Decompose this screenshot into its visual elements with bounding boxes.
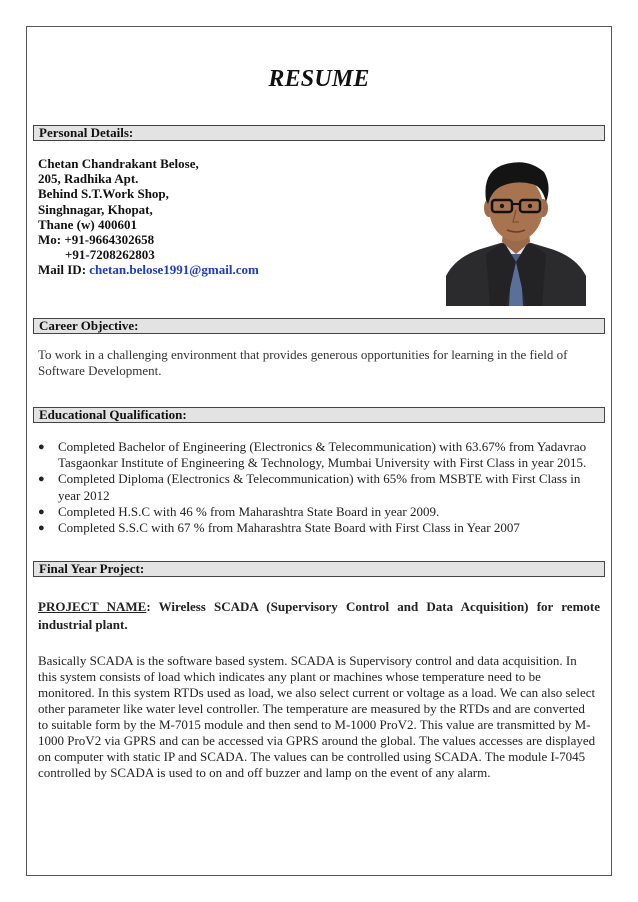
mobile-line [38, 232, 368, 247]
education-item-text: Completed S.S.C with 67 % from Maharashtra State Board with First Class in Year 2007 [58, 520, 520, 536]
bullet-icon: ● [38, 522, 45, 535]
personal-details [38, 156, 368, 278]
bullet-icon: ● [38, 473, 45, 486]
list-item [38, 520, 598, 536]
mail-label: Mail ID: [38, 262, 90, 278]
candidate-name: Chetan Chandrakant Belose, [38, 156, 199, 171]
section-header-education: Educational Qualification: [33, 407, 605, 423]
bullet-icon: ● [38, 441, 45, 453]
project-name-value: : Wireless SCADA (Supervisory Control and Data Acquisition) for remote industrial plant. [38, 599, 600, 632]
education-item-text: Completed Bachelor of Engineering (Electronics & Telecommunication) with 63.67% from Yadavrao Tasgaonkar Institute of Engineering & Technology, Mumbai University with First Class in year 2015. [58, 439, 587, 471]
project-name [38, 598, 600, 633]
project-name-label: PROJECT NAME [38, 599, 147, 614]
bullet-icon: ● [38, 505, 45, 518]
resume-title: RESUME [268, 66, 370, 92]
section-header-personal: Personal Details: [33, 125, 605, 141]
section-header-career: Career Objective: [33, 318, 605, 334]
mobile-number-2: +91-7208262803 [65, 247, 155, 263]
email-link[interactable]: chetan.belose1991@gmail.com [89, 262, 259, 278]
address-line: Behind S.T.Work Shop, [38, 186, 169, 202]
address-line: Singhnagar, Khopat, [38, 201, 153, 217]
list-item [38, 504, 598, 520]
profile-photo [446, 158, 586, 306]
address-line: 205, Radhika Apt. [38, 171, 139, 187]
project-description: Basically SCADA is the software based system. SCADA is Supervisory control and data acquisition. In this system consists of load which indicates any plant or machines whose temperature need to be monitored. In this system RTDs used as load, we also select current or voltage as a load. We can also select other parameter like water level controller. The temperature are measured by the RTDs and are converted to suitable form by the M-7015 module and then send to M-1000 ProV2. This value are transmitted by M-1000 ProV2 via GPRS and can be accessed via GPRS around the global. The values accesses are displayed on computer with static IP and SCADA. The values can be controlled using SCADA. The module I-7045 controlled by SCADA is used to on and off buzzer and lamp on the event of any alarm. [38, 653, 596, 780]
education-item-text: Completed H.S.C with 46 % from Maharashtra State Board in year 2009. [58, 503, 440, 519]
section-header-project: Final Year Project: [33, 561, 605, 577]
list-item [38, 471, 598, 503]
list-item [38, 439, 598, 471]
career-objective-text: To work in a challenging environment that provides generous opportunities for learning in the field of Software Development. [38, 347, 568, 378]
mobile-number-1: +91-9664302658 [64, 232, 155, 248]
education-item-text: Completed Diploma (Electronics & Telecommunication) with 65% from MSBTE with First Class in year 2012 [58, 471, 581, 503]
email-line [38, 262, 368, 277]
address-line: Thane (w) 400601 [38, 216, 137, 232]
education-list [38, 439, 598, 536]
mobile-label: Mo: [38, 232, 65, 248]
